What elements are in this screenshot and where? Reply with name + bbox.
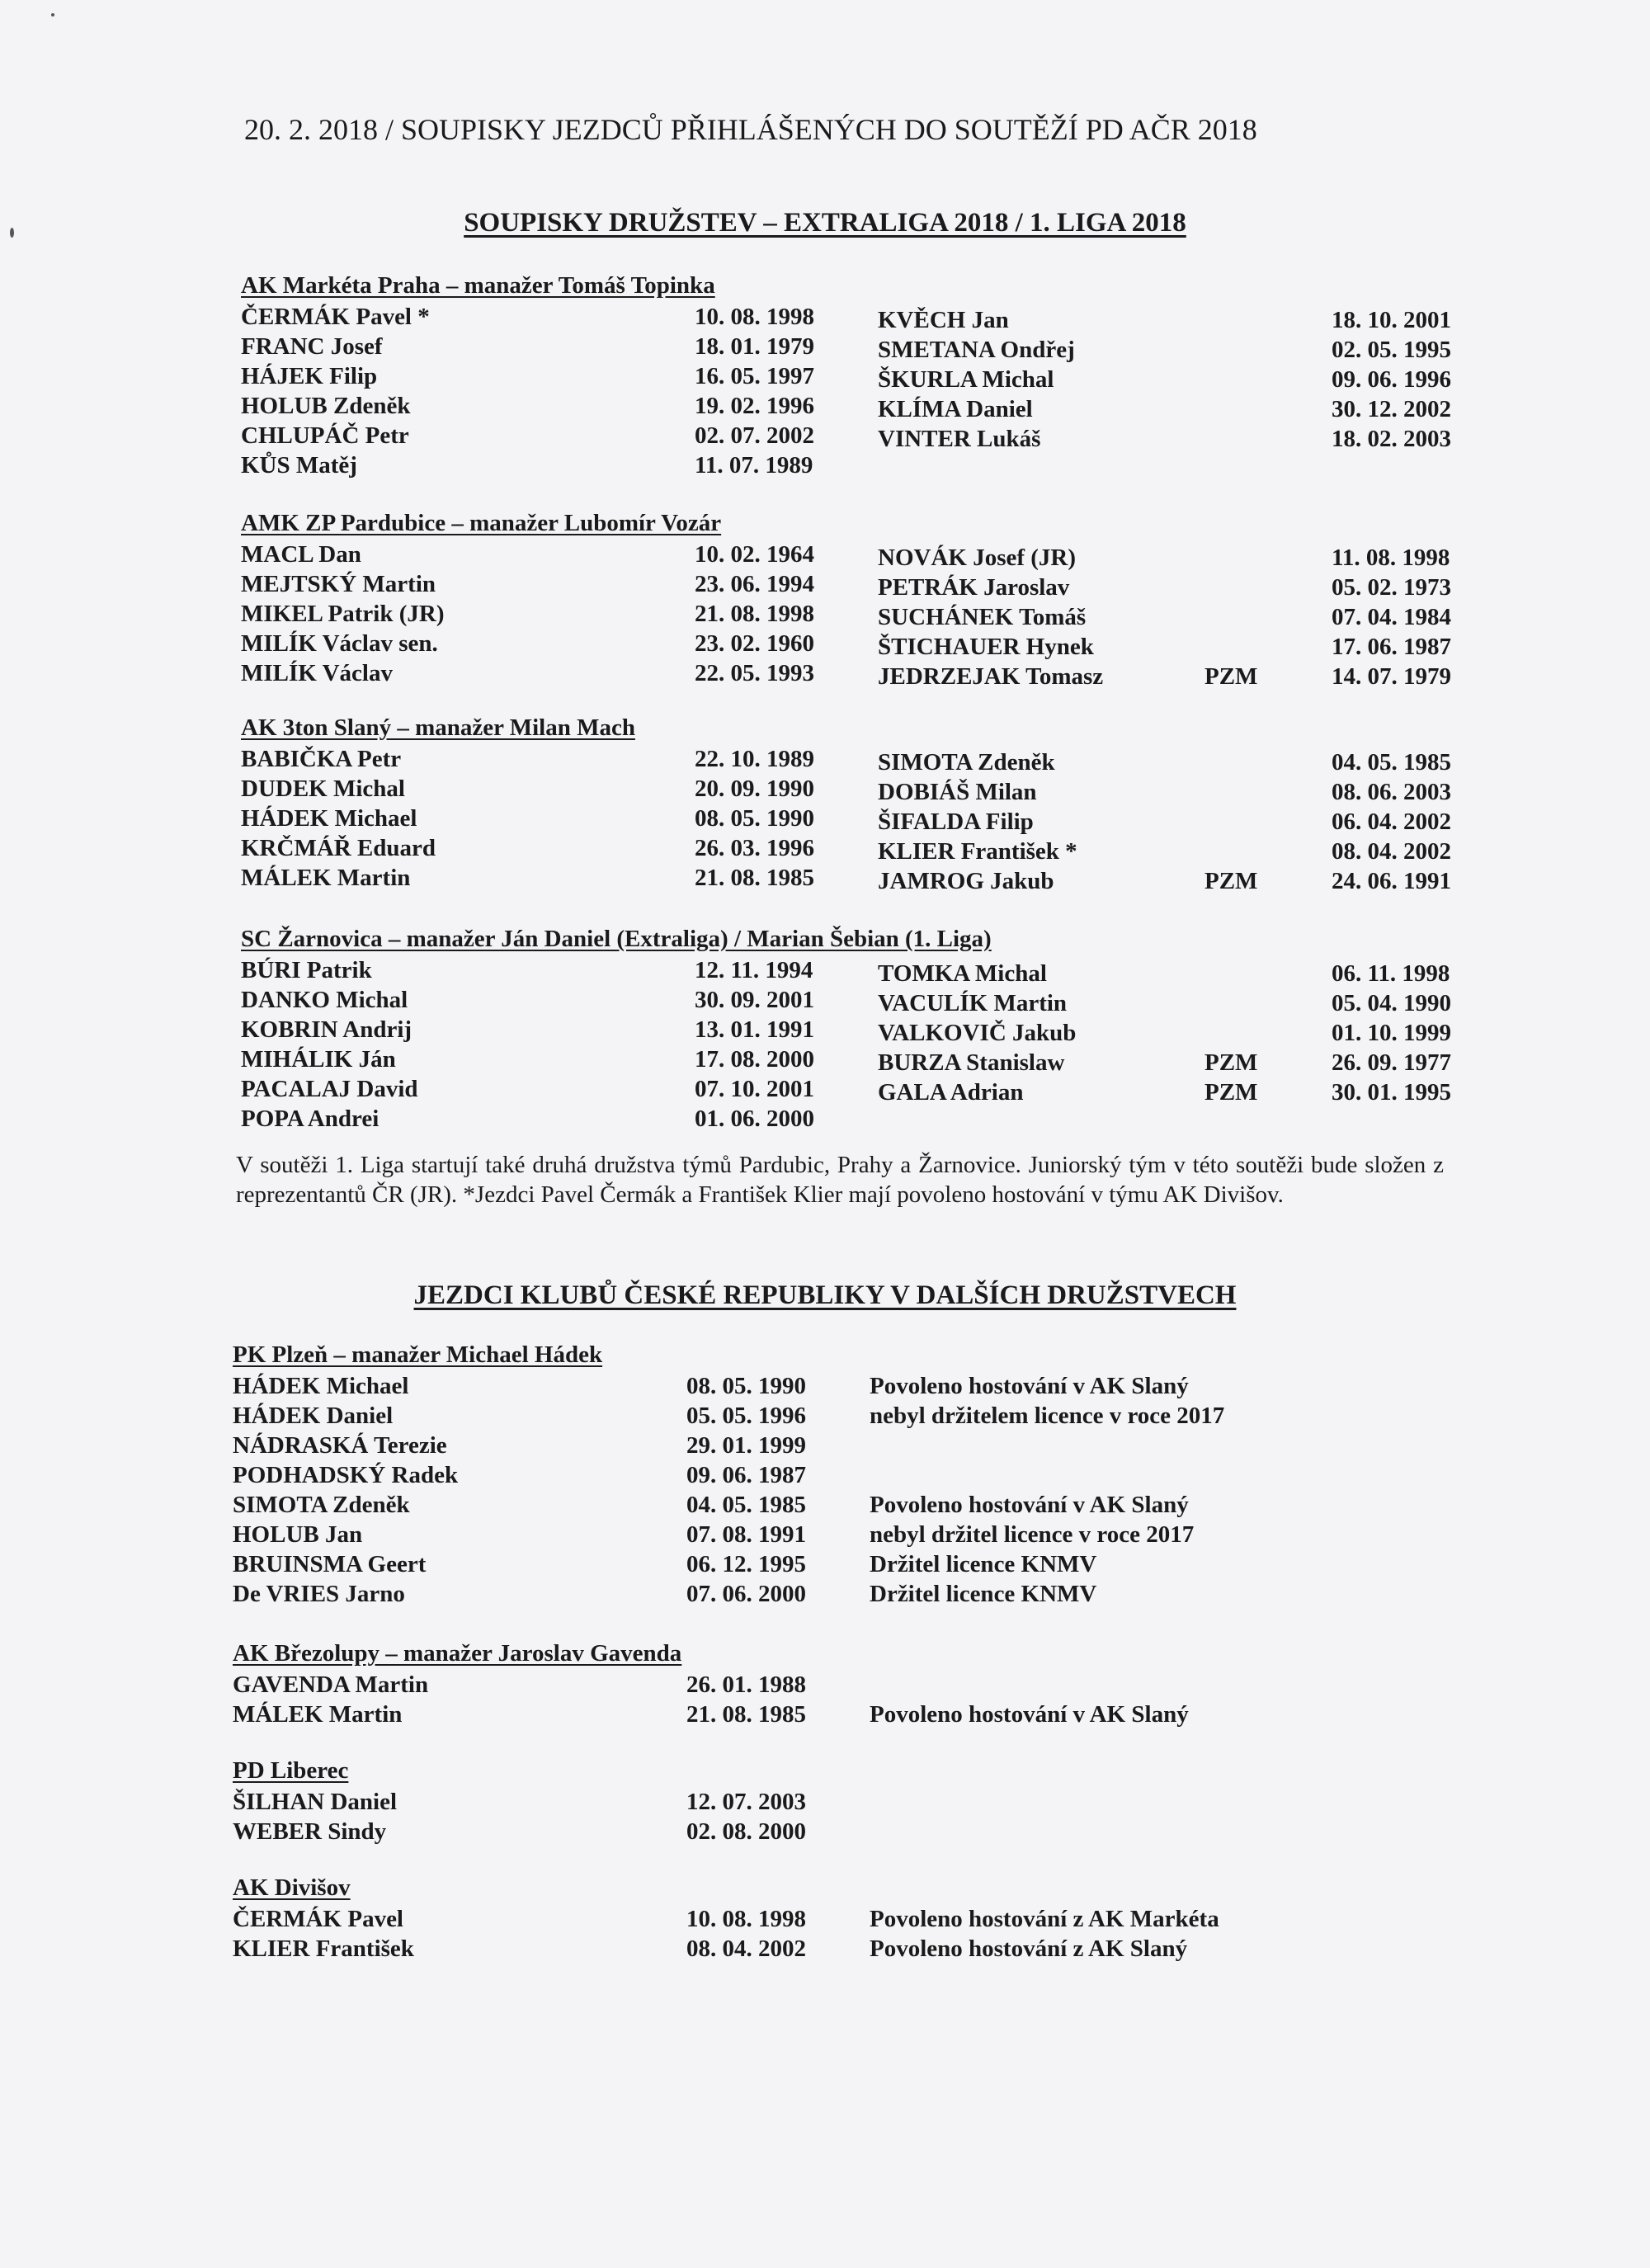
rider-row	[0, 545, 1650, 574]
rider-birthdate: 14. 07. 1979	[1332, 663, 1451, 690]
rider-name: CHLUPÁČ Petr	[241, 422, 409, 449]
rider-birthdate: 07. 10. 2001	[695, 1076, 814, 1102]
rider-name: ŠKURLA Michal	[878, 366, 1054, 393]
rider-name: KLIER František	[233, 1936, 414, 1962]
rider-row	[0, 426, 1650, 455]
rider-birthdate: 10. 08. 1998	[686, 1906, 806, 1932]
rider-birthdate: 10. 02. 1964	[695, 541, 814, 568]
rider-row	[0, 1906, 1650, 1936]
rider-name: PETRÁK Jaroslav	[878, 574, 1070, 601]
rider-remark: nebyl držitelem licence v roce 2017	[870, 1403, 1225, 1429]
team-title: AK Divišov	[233, 1874, 351, 1901]
rider-birthdate: 23. 02. 1960	[695, 630, 814, 657]
rider-birthdate: 08. 05. 1990	[686, 1373, 806, 1399]
rider-name: ŠIFALDA Filip	[878, 809, 1034, 835]
rider-name: WEBER Sindy	[233, 1818, 387, 1845]
rider-remark: Držitel licence KNMV	[870, 1581, 1097, 1607]
rider-birthdate: 21. 08. 1998	[695, 601, 814, 627]
rider-birthdate: 12. 07. 2003	[686, 1789, 806, 1815]
rider-name: KVĚCH Jan	[878, 307, 1009, 333]
rider-birthdate: 11. 07. 1989	[695, 452, 813, 479]
rider-name: ČERMÁK Pavel	[233, 1906, 403, 1932]
section-title-leagues: SOUPISKY DRUŽSTEV – EXTRALIGA 2018 / 1. LIGA 2018	[464, 208, 1186, 238]
rider-name: De VRIES Jarno	[233, 1581, 405, 1607]
rider-row	[0, 1432, 1650, 1462]
rider-name: JAMROG Jakub	[878, 868, 1054, 894]
team-title: AK 3ton Slaný – manažer Milan Mach	[241, 714, 635, 741]
rider-birthdate: 02. 08. 2000	[686, 1818, 806, 1845]
rider-tag: PZM	[1204, 868, 1258, 894]
rider-birthdate: 17. 06. 1987	[1332, 634, 1451, 660]
rider-birthdate: 17. 08. 2000	[695, 1046, 814, 1073]
rider-name: NÁDRASKÁ Terezie	[233, 1432, 447, 1459]
rider-birthdate: 08. 05. 1990	[695, 805, 814, 832]
rider-name: TOMKA Michal	[878, 960, 1047, 987]
rider-row	[0, 809, 1650, 838]
rider-name: MILÍK Václav	[241, 660, 393, 686]
rider-name: KLÍMA Daniel	[878, 396, 1033, 422]
rider-remark: Povoleno hostování v AK Slaný	[870, 1492, 1189, 1518]
rider-birthdate: 02. 07. 2002	[695, 422, 814, 449]
rider-birthdate: 08. 04. 2002	[1332, 838, 1451, 865]
team-title: AK Březolupy – manažer Jaroslav Gavenda	[233, 1640, 682, 1667]
rider-name: VALKOVIČ Jakub	[878, 1020, 1077, 1046]
rider-name: MIKEL Patrik (JR)	[241, 601, 445, 627]
rider-row	[0, 634, 1650, 663]
rider-row	[0, 1403, 1650, 1432]
rider-row	[0, 452, 1650, 482]
rider-row	[0, 604, 1650, 634]
rider-row	[0, 1049, 1650, 1079]
rider-row	[0, 307, 1650, 337]
rider-remark: Povoleno hostování v AK Slaný	[870, 1373, 1189, 1399]
rider-name: MÁLEK Martin	[233, 1701, 403, 1728]
rider-birthdate: 30. 12. 2002	[1332, 396, 1451, 422]
rider-tag: PZM	[1204, 663, 1258, 690]
rider-name: MIHÁLIK Ján	[241, 1046, 396, 1073]
scan-mark	[10, 228, 14, 238]
rider-row	[0, 1106, 1650, 1135]
rider-birthdate: 26. 03. 1996	[695, 835, 814, 861]
rider-name: GAVENDA Martin	[233, 1672, 429, 1698]
rider-name: HÁDEK Daniel	[233, 1403, 394, 1429]
rider-row	[0, 1672, 1650, 1701]
team-title: PK Plzeň – manažer Michael Hádek	[233, 1341, 603, 1368]
rider-row	[0, 749, 1650, 779]
rider-birthdate: 10. 08. 1998	[695, 304, 814, 330]
rider-birthdate: 05. 04. 1990	[1332, 990, 1451, 1016]
rider-remark: nebyl držitel licence v roce 2017	[870, 1521, 1195, 1548]
rider-birthdate: 26. 09. 1977	[1332, 1049, 1451, 1076]
rider-birthdate: 16. 05. 1997	[695, 363, 814, 389]
rider-row	[0, 1492, 1650, 1521]
rider-name: SIMOTA Zdeněk	[233, 1492, 410, 1518]
rider-name: DUDEK Michal	[241, 776, 405, 802]
rider-name: PODHADSKÝ Radek	[233, 1462, 459, 1488]
rider-birthdate: 06. 04. 2002	[1332, 809, 1451, 835]
rider-row	[0, 663, 1650, 693]
rider-name: ČERMÁK Pavel *	[241, 304, 430, 330]
rider-birthdate: 08. 06. 2003	[1332, 779, 1451, 805]
rider-remark: Povoleno hostování z AK Slaný	[870, 1936, 1188, 1962]
rider-birthdate: 02. 05. 1995	[1332, 337, 1451, 363]
rider-birthdate: 06. 11. 1998	[1332, 960, 1450, 987]
rider-birthdate: 24. 06. 1991	[1332, 868, 1451, 894]
rider-name: MILÍK Václav sen.	[241, 630, 438, 657]
rider-name: KOBRIN Andrij	[241, 1016, 412, 1043]
rider-name: KŮS Matěj	[241, 452, 357, 479]
rider-name: ŠILHAN Daniel	[233, 1789, 398, 1815]
rider-birthdate: 06. 12. 1995	[686, 1551, 806, 1577]
rider-name: BRUINSMA Geert	[233, 1551, 427, 1577]
rider-name: KRČMÁŘ Eduard	[241, 835, 436, 861]
rider-birthdate: 19. 02. 1996	[695, 393, 814, 419]
rider-row	[0, 1373, 1650, 1403]
rider-remark: Držitel licence KNMV	[870, 1551, 1097, 1577]
rider-name: MÁLEK Martin	[241, 865, 411, 891]
rider-row	[0, 366, 1650, 396]
rider-birthdate: 18. 01. 1979	[695, 333, 814, 360]
league-note: V soutěži 1. Liga startují také druhá družstva týmů Pardubic, Prahy a Žarnovice. Juniorský tým v této soutěži bude složen z reprezentantů ČR (JR). *Jezdci Pavel Čermák a František Klier mají povoleno hostování v týmu AK Divišov.	[236, 1152, 1444, 1208]
rider-row	[0, 1462, 1650, 1492]
rider-row	[0, 1936, 1650, 1965]
page-header: 20. 2. 2018 / SOUPISKY JEZDCŮ PŘIHLÁŠENÝCH DO SOUTĚŽÍ PD AČR 2018	[244, 113, 1257, 146]
rider-birthdate: 30. 09. 2001	[695, 987, 814, 1013]
rider-row	[0, 1581, 1650, 1610]
rider-birthdate: 13. 01. 1991	[695, 1016, 814, 1043]
rider-birthdate: 04. 05. 1985	[1332, 749, 1451, 776]
rider-birthdate: 07. 08. 1991	[686, 1521, 806, 1548]
scan-mark	[51, 13, 54, 17]
rider-row	[0, 1079, 1650, 1109]
rider-name: MEJTSKÝ Martin	[241, 571, 436, 597]
rider-name: MACL Dan	[241, 541, 361, 568]
rider-name: HÁDEK Michael	[241, 805, 417, 832]
rider-name: GALA Adrian	[878, 1079, 1024, 1106]
rider-birthdate: 09. 06. 1996	[1332, 366, 1451, 393]
rider-name: JEDRZEJAK Tomasz	[878, 663, 1104, 690]
team-title: AK Markéta Praha – manažer Tomáš Topinka	[241, 272, 715, 299]
rider-name: NOVÁK Josef (JR)	[878, 545, 1077, 571]
rider-birthdate: 29. 01. 1999	[686, 1432, 806, 1459]
rider-birthdate: 05. 05. 1996	[686, 1403, 806, 1429]
rider-tag: PZM	[1204, 1079, 1258, 1106]
rider-name: VACULÍK Martin	[878, 990, 1068, 1016]
rider-birthdate: 07. 06. 2000	[686, 1581, 806, 1607]
rider-birthdate: 26. 01. 1988	[686, 1672, 806, 1698]
team-title: PD Liberec	[233, 1757, 349, 1784]
rider-birthdate: 22. 05. 1993	[695, 660, 814, 686]
rider-row	[0, 1789, 1650, 1818]
rider-name: POPA Andrei	[241, 1106, 380, 1132]
rider-birthdate: 30. 01. 1995	[1332, 1079, 1451, 1106]
rider-name: BURZA Stanislaw	[878, 1049, 1065, 1076]
rider-name: BABIČKA Petr	[241, 746, 402, 772]
rider-name: SUCHÁNEK Tomáš	[878, 604, 1087, 630]
rider-name: ŠTICHAUER Hynek	[878, 634, 1094, 660]
rider-birthdate: 05. 02. 1973	[1332, 574, 1451, 601]
rider-row	[0, 990, 1650, 1020]
rider-name: PACALAJ David	[241, 1076, 418, 1102]
rider-name: DANKO Michal	[241, 987, 408, 1013]
rider-birthdate: 01. 10. 1999	[1332, 1020, 1451, 1046]
rider-row	[0, 1020, 1650, 1049]
rider-name: SMETANA Ondřej	[878, 337, 1075, 363]
team-title: SC Žarnovica – manažer Ján Daniel (Extraliga) / Marian Šebian (1. Liga)	[241, 926, 992, 952]
rider-name: DOBIÁŠ Milan	[878, 779, 1037, 805]
rider-row	[0, 779, 1650, 809]
section-title-other-teams: JEZDCI KLUBŮ ČESKÉ REPUBLIKY V DALŠÍCH DRUŽSTVECH	[413, 1280, 1237, 1310]
rider-birthdate: 23. 06. 1994	[695, 571, 814, 597]
rider-birthdate: 21. 08. 1985	[695, 865, 814, 891]
rider-row	[0, 1818, 1650, 1848]
rider-birthdate: 11. 08. 1998	[1332, 545, 1450, 571]
rider-name: FRANC Josef	[241, 333, 383, 360]
rider-name: BÚRI Patrik	[241, 957, 372, 983]
team-title: AMK ZP Pardubice – manažer Lubomír Vozár	[241, 510, 722, 536]
rider-birthdate: 07. 04. 1984	[1332, 604, 1451, 630]
rider-name: HOLUB Jan	[233, 1521, 363, 1548]
rider-name: VINTER Lukáš	[878, 426, 1041, 452]
rider-birthdate: 01. 06. 2000	[695, 1106, 814, 1132]
rider-row	[0, 396, 1650, 426]
rider-birthdate: 04. 05. 1985	[686, 1492, 806, 1518]
rider-birthdate: 18. 10. 2001	[1332, 307, 1451, 333]
rider-name: HÁJEK Filip	[241, 363, 378, 389]
rider-birthdate: 18. 02. 2003	[1332, 426, 1451, 452]
rider-row	[0, 838, 1650, 868]
rider-remark: Povoleno hostování v AK Slaný	[870, 1701, 1189, 1728]
rider-birthdate: 21. 08. 1985	[686, 1701, 806, 1728]
rider-row	[0, 960, 1650, 990]
rider-name: KLIER František *	[878, 838, 1077, 865]
rider-name: SIMOTA Zdeněk	[878, 749, 1055, 776]
rider-row	[0, 337, 1650, 366]
rider-name: HOLUB Zdeněk	[241, 393, 411, 419]
rider-birthdate: 12. 11. 1994	[695, 957, 813, 983]
rider-birthdate: 08. 04. 2002	[686, 1936, 806, 1962]
rider-tag: PZM	[1204, 1049, 1258, 1076]
rider-row	[0, 1701, 1650, 1731]
rider-birthdate: 09. 06. 1987	[686, 1462, 806, 1488]
rider-row	[0, 868, 1650, 898]
rider-row	[0, 574, 1650, 604]
rider-row	[0, 1521, 1650, 1551]
rider-birthdate: 22. 10. 1989	[695, 746, 814, 772]
rider-birthdate: 20. 09. 1990	[695, 776, 814, 802]
rider-row	[0, 1551, 1650, 1581]
rider-name: HÁDEK Michael	[233, 1373, 409, 1399]
rider-remark: Povoleno hostování z AK Markéta	[870, 1906, 1219, 1932]
